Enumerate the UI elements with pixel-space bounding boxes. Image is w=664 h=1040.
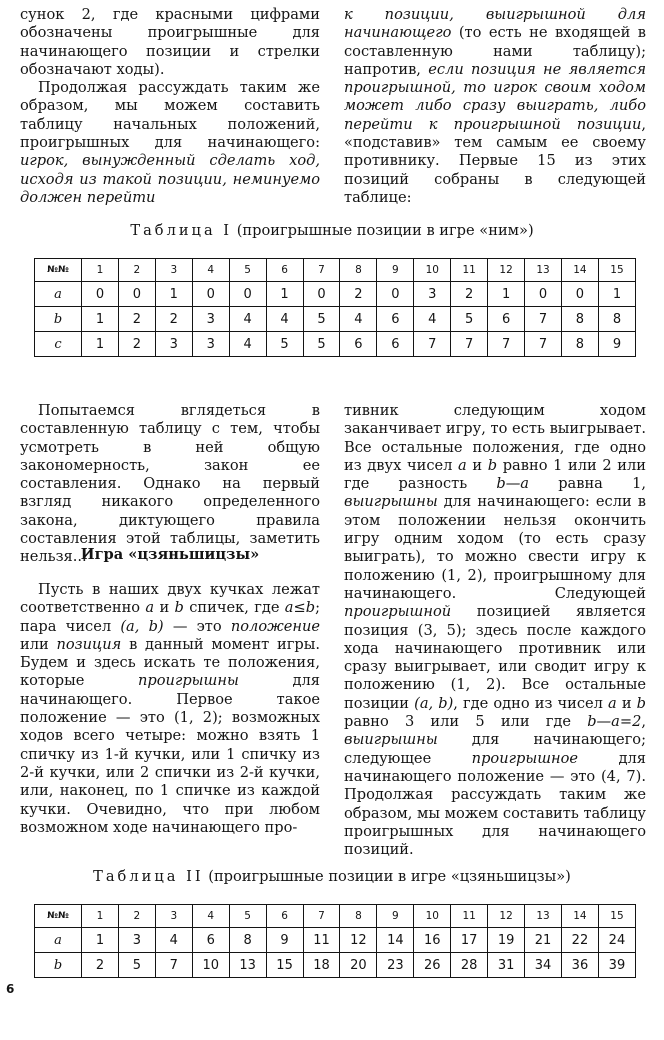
- table-header-cell: 9: [377, 905, 414, 928]
- table-cell: 3: [192, 307, 229, 332]
- italic-run: к позиции, выигрышной для начинающего: [344, 6, 646, 42]
- intro-right-paragraph: [344, 6, 646, 207]
- table-cell: 1: [82, 307, 119, 332]
- table-cell: 39: [598, 953, 635, 978]
- table-header-cell: 1: [82, 259, 119, 282]
- italic-run: проигрышное: [471, 749, 579, 767]
- table-cell: 1: [488, 282, 525, 307]
- text-run: для начинающего; следующее: [344, 731, 646, 767]
- table-cell: 7: [525, 332, 562, 357]
- table-cell: 15: [266, 953, 303, 978]
- table2-label: Таблица II: [93, 868, 204, 885]
- table-cell: 9: [598, 332, 635, 357]
- var-a: a: [608, 694, 617, 712]
- table-header-cell: 10: [414, 905, 451, 928]
- table-header-cell: 1: [82, 905, 119, 928]
- table-cell: 21: [525, 928, 562, 953]
- table-header-cell: 15: [598, 905, 635, 928]
- table-header-cell: 8: [340, 905, 377, 928]
- italic-run: если позиция не является проигрышной, то игрок своим ходом может либо сразу выиграть, либо перейти к проигрышной позиции: [344, 60, 646, 133]
- table-cell: 8: [561, 307, 598, 332]
- table-cell: 7: [488, 332, 525, 357]
- table-header-cell: 6: [266, 259, 303, 282]
- table-row: [35, 282, 636, 307]
- text-run: — это: [163, 617, 231, 635]
- table-header-cell: 15: [598, 259, 635, 282]
- table-row-label: a: [35, 928, 82, 953]
- table-cell: 6: [340, 332, 377, 357]
- intro-left-paragraph-2: [20, 79, 320, 207]
- table-cell: 6: [488, 307, 525, 332]
- table-cell: 0: [303, 282, 340, 307]
- italic-run: проигрышной: [344, 603, 452, 621]
- table-cell: 3: [414, 282, 451, 307]
- difference: b—a=2: [587, 713, 642, 731]
- table-header-cell: 3: [155, 905, 192, 928]
- text-run: позицией является позиция (3, 5); здесь после каждого хода начинающего противник или сразу выигрывает, или сводит игру к положению (1, 2). Все остальные позиции: [344, 603, 646, 712]
- table-cell: 2: [155, 307, 192, 332]
- var-a: a: [458, 456, 467, 474]
- table-cell: 6: [192, 928, 229, 953]
- table-row: [35, 953, 636, 978]
- pair-ab: (a, b): [120, 617, 164, 635]
- text-run: ; пара чисел: [20, 599, 320, 635]
- section-heading: Игра «цзяньшицзы»: [80, 546, 260, 563]
- table-cell: 5: [266, 332, 303, 357]
- text-run: равна 1,: [529, 475, 646, 493]
- table-header-cell: 10: [414, 259, 451, 282]
- difference: b—a: [496, 475, 529, 493]
- table-header-cell: 8: [340, 259, 377, 282]
- table-cell: 7: [451, 332, 488, 357]
- table-header-cell: 4: [192, 259, 229, 282]
- table-cell: 8: [561, 332, 598, 357]
- table-header-cell: 4: [192, 905, 229, 928]
- table-header-cell: 3: [155, 259, 192, 282]
- table-cell: 8: [598, 307, 635, 332]
- table-cell: 36: [561, 953, 598, 978]
- italic-run: положение: [230, 617, 320, 635]
- table-cell: 5: [303, 332, 340, 357]
- table-header-cell: 11: [451, 905, 488, 928]
- table-cell: 5: [303, 307, 340, 332]
- section-right-paragraph: [344, 402, 646, 859]
- table-header-cell: 2: [118, 259, 155, 282]
- table1: [34, 258, 636, 357]
- table-row: [35, 307, 636, 332]
- table-row-label: b: [35, 953, 82, 978]
- text-run: Пусть в наших двух кучках лежат соответственно: [20, 581, 320, 617]
- text-run: для начинающего. Первое такое положение — это (1, 2); возможных ходов всего четыре: можно взять 1 спичку из 1-й кучки, или 1 спичку из 2-й кучки, или 2 спички из 2-й кучки, или, наконец, по 1 спичке из каждой кучки. Очевидно, что при любом возможном ходе начинающего про-: [20, 672, 320, 836]
- table-cell: 2: [118, 307, 155, 332]
- table-cell: 2: [82, 953, 119, 978]
- section-right-column: [344, 402, 646, 859]
- section-left-lower: [20, 581, 320, 837]
- text-run: , «подставив» тем самым ее своему противнику. Первые 15 из этих позиций собраны в следующей таблице:: [344, 115, 646, 206]
- table-cell: 0: [192, 282, 229, 307]
- var-b: b: [174, 599, 184, 617]
- text-run: Продолжая рассуждать таким же образом, мы можем составить таблицу начальных положений, проигрышных для начинающего:: [20, 79, 320, 152]
- table-cell: 20: [340, 953, 377, 978]
- table-cell: 1: [82, 332, 119, 357]
- text-run: и: [616, 694, 637, 712]
- table-cell: 7: [525, 307, 562, 332]
- section-left-paragraph-2: [20, 581, 320, 837]
- table-cell: 8: [229, 928, 266, 953]
- table-cell: 9: [266, 928, 303, 953]
- table2-caption-text: (проигрышные позиции в игре «цзяньшицзы»): [208, 868, 571, 885]
- table-cell: 2: [451, 282, 488, 307]
- table-cell: 17: [451, 928, 488, 953]
- section-left-upper: [20, 402, 320, 567]
- table-cell: 13: [229, 953, 266, 978]
- table-header-cell: 11: [451, 259, 488, 282]
- table-corner-cell: №№: [35, 259, 82, 282]
- text-run: равно 1 или 2 или где разность: [344, 456, 646, 493]
- italic-run: позиция: [56, 635, 122, 653]
- table-cell: 2: [340, 282, 377, 307]
- table-cell: 6: [377, 307, 414, 332]
- table-cell: 26: [414, 953, 451, 978]
- table-header-cell: 13: [525, 259, 562, 282]
- table-cell: 0: [82, 282, 119, 307]
- table-cell: 31: [488, 953, 525, 978]
- table-cell: 1: [155, 282, 192, 307]
- table2-caption: [0, 868, 664, 886]
- table-cell: 3: [155, 332, 192, 357]
- text-run: в данный момент игры. Будем и здесь искать те положения, которые: [20, 635, 320, 690]
- inequality: a≤b: [284, 599, 316, 617]
- table-row: [35, 332, 636, 357]
- table-row: [35, 928, 636, 953]
- var-a: a: [145, 599, 155, 617]
- table-cell: 5: [451, 307, 488, 332]
- table-header-row: [35, 259, 636, 282]
- italic-run: игрок, вынужденный сделать ход, исходя из такой позиции, неминуемо должен перейти: [20, 152, 320, 206]
- table2: [34, 904, 636, 978]
- table-cell: 19: [488, 928, 525, 953]
- table-cell: 34: [525, 953, 562, 978]
- var-b: b: [487, 456, 498, 474]
- intro-left-column: [20, 6, 320, 207]
- table-header-cell: 2: [118, 905, 155, 928]
- table-cell: 0: [561, 282, 598, 307]
- table-cell: 10: [192, 953, 229, 978]
- table-header-cell: 12: [488, 905, 525, 928]
- table-cell: 4: [155, 928, 192, 953]
- table-header-row: [35, 905, 636, 928]
- text-run: для начинающего: если в этом положении нельзя окончить игру одним ходом (то есть сразу выиграть), то можно свести игру к положению (1, 2), проигрышному для начинающего. Следующей: [344, 493, 646, 602]
- table-cell: 1: [82, 928, 119, 953]
- table-header-cell: 14: [561, 259, 598, 282]
- intro-right-column: [344, 6, 646, 207]
- table-cell: 1: [598, 282, 635, 307]
- table-cell: 0: [118, 282, 155, 307]
- text-run: (то есть не входящей в составленную нами таблицу); напротив,: [344, 24, 646, 78]
- table-header-cell: 14: [561, 905, 598, 928]
- text-run: и: [154, 599, 175, 617]
- table-cell: 11: [303, 928, 340, 953]
- table-cell: 0: [525, 282, 562, 307]
- table-row-label: b: [35, 307, 82, 332]
- table-cell: 18: [303, 953, 340, 978]
- text-run: для начинающего положение — это (4, 7). Продолжая рассуждать таким же образом, мы можем составить таблицу проигрышных для начинающего позиций.: [344, 749, 646, 859]
- table-row-label: c: [35, 332, 82, 357]
- table-cell: 4: [340, 307, 377, 332]
- italic-run: выигрышны: [344, 731, 438, 749]
- table-cell: 22: [561, 928, 598, 953]
- table-cell: 28: [451, 953, 488, 978]
- table-cell: 1: [266, 282, 303, 307]
- table-header-cell: 6: [266, 905, 303, 928]
- text-run: или: [20, 635, 57, 653]
- table-cell: 4: [414, 307, 451, 332]
- table-header-cell: 9: [377, 259, 414, 282]
- table-header-cell: 5: [229, 259, 266, 282]
- table-corner-cell: №№: [35, 905, 82, 928]
- section-left-paragraph-1: Попытаемся вглядеться в составленную таблицу с тем, чтобы усмотреть в ней общую закономерность, закон ее составления. Однако на первый взгляд никакого определенного закона, диктующего правила составления этой таблицы, заметить нельзя...: [20, 402, 320, 566]
- table-cell: 7: [155, 953, 192, 978]
- table1-caption: [0, 222, 664, 240]
- table-cell: 7: [414, 332, 451, 357]
- table-cell: 0: [377, 282, 414, 307]
- table-cell: 4: [229, 332, 266, 357]
- table-cell: 5: [118, 953, 155, 978]
- table-cell: 14: [377, 928, 414, 953]
- table-cell: 4: [229, 307, 266, 332]
- text-run: , где одно из чисел: [453, 694, 609, 712]
- table-cell: 6: [377, 332, 414, 357]
- table-cell: 3: [118, 928, 155, 953]
- table-cell: 16: [414, 928, 451, 953]
- table-cell: 4: [266, 307, 303, 332]
- table-header-cell: 13: [525, 905, 562, 928]
- italic-run: выигрышны: [344, 493, 438, 511]
- var-b: b: [636, 694, 646, 712]
- table1-label: Таблица I: [130, 222, 233, 239]
- table-header-cell: 12: [488, 259, 525, 282]
- text-run: и: [466, 456, 488, 474]
- table-cell: 2: [118, 332, 155, 357]
- table-header-cell: 5: [229, 905, 266, 928]
- table-cell: 24: [598, 928, 635, 953]
- text-run: ,: [641, 713, 646, 731]
- table1-caption-text: (проигрышные позиции в игре «ним»): [236, 222, 534, 239]
- text-run: тивник следующим ходом заканчивает игру, то есть выигрывает. Все остальные положения, где одно из двух чисел: [344, 402, 646, 474]
- table-header-cell: 7: [303, 905, 340, 928]
- table-cell: 12: [340, 928, 377, 953]
- pair-ab: (a, b): [414, 694, 454, 712]
- text-run: равно 3 или 5 или где: [344, 713, 588, 731]
- page-number: 6: [6, 982, 15, 996]
- table-header-cell: 7: [303, 259, 340, 282]
- table-row-label: a: [35, 282, 82, 307]
- table-cell: 23: [377, 953, 414, 978]
- table-cell: 3: [192, 332, 229, 357]
- text-run: спичек, где: [183, 599, 285, 617]
- italic-run: проигрышны: [138, 672, 239, 690]
- intro-left-paragraph-1: сунок 2, где красными цифрами обозначены проигрышные для начинающего позиции и стрелки обозначают ходы).: [20, 6, 320, 78]
- table-cell: 0: [229, 282, 266, 307]
